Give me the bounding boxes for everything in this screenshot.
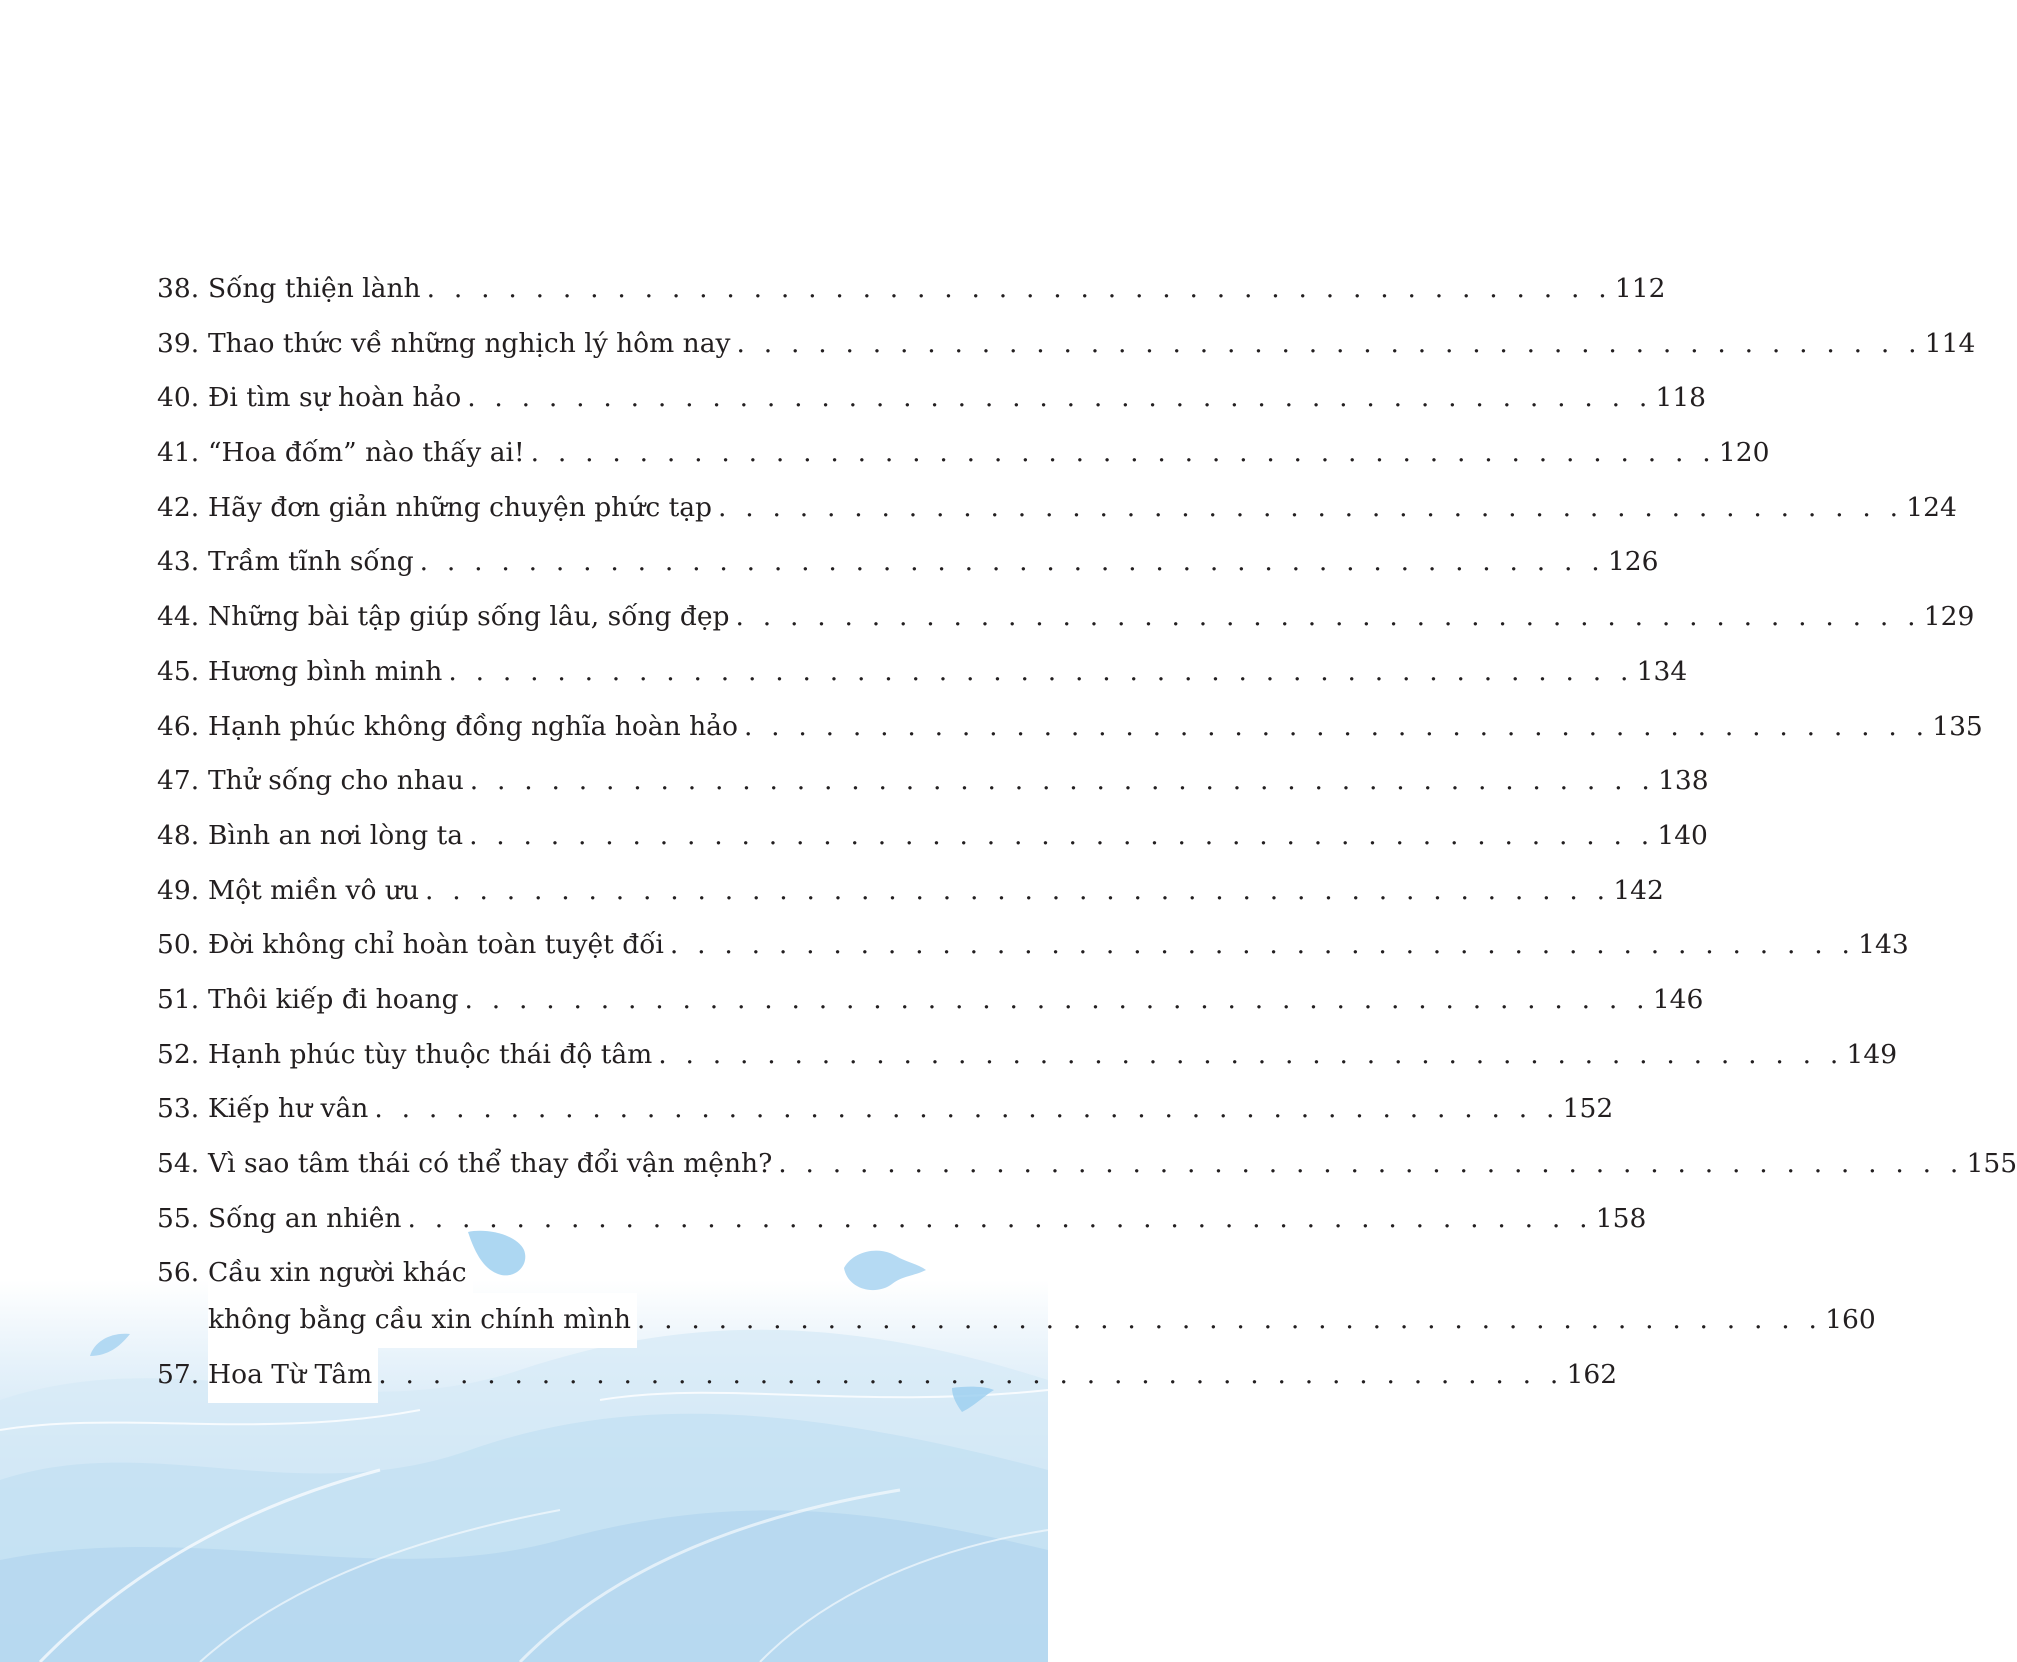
entry-row <box>208 1082 1614 1137</box>
entry-row <box>208 1293 1876 1348</box>
entry-number: 45. <box>157 655 200 687</box>
entry-number: 43. <box>157 546 200 578</box>
page-number: 120 <box>1718 437 1770 469</box>
toc-entry <box>157 262 1666 317</box>
entry-row <box>208 371 1707 426</box>
page-number: 155 <box>1966 1148 2017 1179</box>
entry-title: Thao thức về những nghịch lý hôm nay <box>208 317 737 372</box>
page-number: 126 <box>1607 546 1659 578</box>
entry-row <box>208 535 1659 590</box>
entry-row <box>208 1028 1898 1083</box>
entry-title: Hoa Từ Tâm <box>208 1348 378 1403</box>
entry-row <box>208 864 1664 919</box>
leader-dots: . . . . . . . . . . . . . . . . . . . . . . . . . . . . . . . . . . . . . . . . . . . . <box>778 1148 1964 1179</box>
toc-entry <box>157 754 1709 809</box>
entry-row <box>208 754 1709 809</box>
entry-title: “Hoa đốm” nào thấy ai! <box>208 426 531 481</box>
entry-number: 50. <box>157 929 200 961</box>
leader-dots: . . . . . . . . . . . . . . . . . . . . . . . . . . . . . . . . . . . . . . . . . . . . <box>419 546 1605 578</box>
entry-row <box>208 700 1983 755</box>
entry-title: Một miền vô ưu <box>208 864 425 919</box>
entry-number: 53. <box>157 1093 200 1125</box>
toc-entry <box>157 1082 1614 1137</box>
leader-dots: . . . . . . . . . . . . . . . . . . . . . . . . . . . . . . . . . . . . . . . . . . . . <box>407 1202 1593 1234</box>
entry-number: 51. <box>157 983 200 1015</box>
leader-dots: . . . . . . . . . . . . . . . . . . . . . . . . . . . . . . . . . . . . . . . . . . . . <box>464 983 1650 1015</box>
entry-number: 52. <box>157 1038 200 1070</box>
page-number: 142 <box>1613 874 1664 906</box>
water-drop-icon <box>840 1246 928 1294</box>
water-drop-icon <box>88 1330 132 1360</box>
entry-number: 49. <box>157 874 200 906</box>
entry-title: Đời không chỉ hoàn toàn tuyệt đối <box>208 918 670 973</box>
leader-dots: . . . . . . . . . . . . . . . . . . . . . . . . . . . . . . . . . . . . . . . . . . . . <box>426 273 1612 304</box>
toc-entry <box>157 700 1983 755</box>
leader-dots: . . . . . . . . . . . . . . . . . . . . . . . . . . . . . . . . . . . . . . . . . . . . <box>743 710 1930 742</box>
toc-entry <box>157 317 1976 372</box>
table-of-contents <box>157 262 2017 1403</box>
entry-title: Sống an nhiên <box>208 1192 407 1247</box>
entry-number: 44. <box>157 601 200 633</box>
entry-number: 57. <box>157 1359 200 1391</box>
page-number: 160 <box>1825 1304 1876 1336</box>
entry-title: Thôi kiếp đi hoang <box>208 973 465 1028</box>
leader-dots: . . . . . . . . . . . . . . . . . . . . . . . . . . . . . . . . . . . . . . . . . . . . <box>469 765 1656 797</box>
toc-entry <box>157 371 1707 426</box>
entry-number: 48. <box>157 819 200 851</box>
toc-entry <box>157 809 1708 864</box>
leader-dots: . . . . . . . . . . . . . . . . . . . . . . . . . . . . . . . . . . . . . . . . . . . . <box>735 601 1921 633</box>
toc-entry <box>157 1192 1647 1247</box>
page-number: 140 <box>1657 819 1708 851</box>
page-number: 118 <box>1655 382 1707 414</box>
entry-title: Hương bình minh <box>208 645 448 700</box>
entry-row <box>208 809 1708 864</box>
entry-title: Hạnh phúc tùy thuộc thái độ tâm <box>208 1028 658 1083</box>
entry-title: Thử sống cho nhau <box>208 754 470 809</box>
entry-row <box>208 590 1975 645</box>
leader-dots: . . . . . . . . . . . . . . . . . . . . . . . . . . . . . . . . . . . . . . . . . . . . <box>374 1093 1560 1125</box>
entry-row <box>208 426 1770 481</box>
leader-dots: . . . . . . . . . . . . . . . . . . . . . . . . . . . . . . . . . . . . . . . . . . . . <box>636 1304 1823 1336</box>
entry-row <box>208 317 1976 372</box>
entry-number: 46. <box>157 710 200 742</box>
page-number: 124 <box>1906 491 1957 523</box>
page-number: 162 <box>1566 1359 1618 1391</box>
entry-title: Vì sao tâm thái có thể thay đổi vận mệnh? <box>208 1137 778 1192</box>
toc-entry <box>157 1348 1618 1403</box>
page-number: 134 <box>1636 655 1688 687</box>
page-number: 152 <box>1562 1093 1614 1125</box>
leader-dots: . . . . . . . . . . . . . . . . . . . . . . . . . . . . . . . . . . . . . . . . . . . . <box>378 1359 1564 1391</box>
page-number: 112 <box>1614 273 1666 304</box>
page-number: 114 <box>1924 327 1976 359</box>
toc-entry <box>157 918 1909 973</box>
page-number: 158 <box>1595 1202 1647 1234</box>
entry-row <box>208 645 1688 700</box>
entry-number: 54. <box>157 1148 200 1179</box>
toc-entry <box>157 1137 2017 1192</box>
leader-dots: . . . . . . . . . . . . . . . . . . . . . . . . . . . . . . . . . . . . . . . . . . . . <box>530 437 1716 469</box>
entry-row <box>208 1137 2017 1192</box>
entry-number: 39. <box>157 327 200 359</box>
entry-title: Kiếp hư vân <box>208 1082 374 1137</box>
entry-number: 38. <box>157 273 200 304</box>
leader-dots: . . . . . . . . . . . . . . . . . . . . . . . . . . . . . . . . . . . . . . . . . . . . <box>469 819 1655 851</box>
entry-row <box>208 262 1666 317</box>
leader-dots: . . . . . . . . . . . . . . . . . . . . . . . . . . . . . . . . . . . . . . . . . . . . <box>658 1038 1844 1070</box>
entry-row <box>208 481 1957 536</box>
entry-number: 56. <box>157 1257 200 1289</box>
leader-dots: . . . . . . . . . . . . . . . . . . . . . . . . . . . . . . . . . . . . . . . . . . . . <box>718 491 1904 523</box>
entry-number: 42. <box>157 491 200 523</box>
toc-entry <box>157 1028 1898 1083</box>
entry-row <box>208 973 1704 1028</box>
toc-entry <box>157 1246 1876 1348</box>
page-number: 129 <box>1923 601 1975 633</box>
toc-entry <box>157 973 1704 1028</box>
entry-row <box>208 918 1909 973</box>
entry-title: Trầm tĩnh sống <box>208 535 420 590</box>
entry-title: Cầu xin người khác <box>208 1246 473 1301</box>
entry-row <box>208 1192 1647 1247</box>
entry-title: Những bài tập giúp sống lâu, sống đẹp <box>208 590 736 645</box>
page-number: 146 <box>1652 983 1704 1015</box>
toc-entry <box>157 481 1957 536</box>
toc-entry <box>157 864 1664 919</box>
leader-dots: . . . . . . . . . . . . . . . . . . . . . . . . . . . . . . . . . . . . . . . . . . . . <box>467 382 1653 414</box>
page-number: 138 <box>1658 765 1709 797</box>
leader-dots: . . . . . . . . . . . . . . . . . . . . . . . . . . . . . . . . . . . . . . . . . . . . <box>425 874 1611 906</box>
leader-dots: . . . . . . . . . . . . . . . . . . . . . . . . . . . . . . . . . . . . . . . . . . . . <box>448 655 1634 687</box>
leader-dots: . . . . . . . . . . . . . . . . . . . . . . . . . . . . . . . . . . . . . . . . . . . . <box>736 327 1922 359</box>
entry-title: Sống thiện lành <box>208 262 427 317</box>
entry-title: Đi tìm sự hoàn hảo <box>208 371 467 426</box>
page-number: 135 <box>1932 710 1983 742</box>
entry-title: không bằng cầu xin chính mình <box>208 1293 637 1348</box>
entry-title: Hãy đơn giản những chuyện phức tạp <box>208 481 718 536</box>
entry-title: Bình an nơi lòng ta <box>208 809 469 864</box>
toc-entry <box>157 426 1770 481</box>
toc-entry <box>157 645 1688 700</box>
toc-entry <box>157 535 1659 590</box>
entry-number: 41. <box>157 437 200 469</box>
toc-entry <box>157 590 1975 645</box>
entry-number: 47. <box>157 765 200 797</box>
leader-dots: . . . . . . . . . . . . . . . . . . . . . . . . . . . . . . . . . . . . . . . . . . . . <box>669 929 1856 961</box>
entry-number: 40. <box>157 382 200 414</box>
entry-number: 55. <box>157 1202 200 1234</box>
page-number: 149 <box>1846 1038 1898 1070</box>
entry-row <box>208 1348 1618 1403</box>
page-number: 143 <box>1858 929 1909 961</box>
entry-title: Hạnh phúc không đồng nghĩa hoàn hảo <box>208 700 744 755</box>
